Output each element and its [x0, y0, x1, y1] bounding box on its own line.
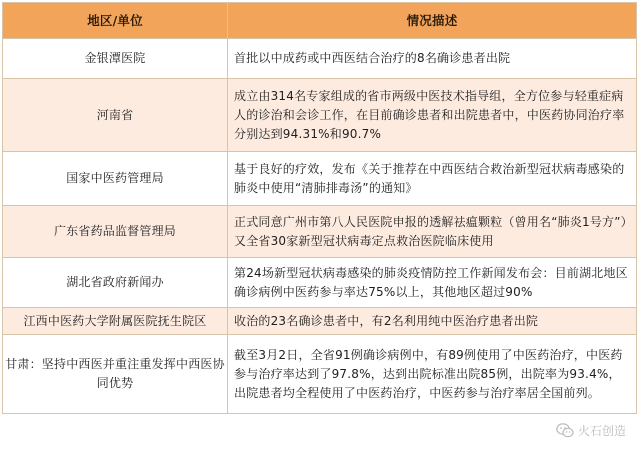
row-description: 基于良好的疗效，发布《关于推荐在中西医结合救治新型冠状病毒感染的肺炎中使用“清肺排毒汤”的通知》 — [228, 152, 637, 206]
row-region: 湖北省政府新闻办 — [3, 258, 228, 308]
table-row — [3, 39, 637, 79]
header-region: 地区/单位 — [3, 3, 228, 39]
row-description: 第24场新型冠状病毒感染的肺炎疫情防控工作新闻发布会：目前湖北地区确诊病例中医药参与率达75%以上，其他地区超过90% — [228, 258, 637, 308]
row-description: 收治的23名确诊患者中，有2名利用纯中医治疗患者出院 — [228, 308, 637, 335]
table-row — [3, 335, 637, 414]
row-region: 河南省 — [3, 79, 228, 152]
row-region: 江西中医药大学附属医院抚生院区 — [3, 308, 228, 335]
table-row — [3, 79, 637, 152]
row-description: 截至3月2日，全省91例确诊病例中，有89例使用了中医药治疗，中医药参与治疗率达到了97.8%，达到出院标准出院85例，出院率为93.4%，出院患者均全程使用了中医药治疗，中医药参与治疗率居全国前列。 — [228, 335, 637, 414]
row-description: 首批以中成药或中西医结合治疗的8名确诊患者出院 — [228, 39, 637, 79]
row-region: 甘肃：坚持中西医并重注重发挥中西医协同优势 — [3, 335, 228, 414]
row-description: 成立由314名专家组成的省市两级中医技术指导组，全方位参与轻重症病人的诊治和会诊工作，在目前确诊患者和出院患者中，中医药协同治疗率分别达到94.31%和90.7% — [228, 79, 637, 152]
table-row — [3, 206, 637, 258]
row-region: 国家中医药管理局 — [3, 152, 228, 206]
info-table — [2, 2, 637, 414]
row-description: 正式同意广州市第八人民医院申报的透解祛瘟颗粒（曾用名“肺炎1号方”）又全省30家新型冠状病毒定点救治医院临床使用 — [228, 206, 637, 258]
table-row — [3, 308, 637, 335]
watermark — [556, 422, 626, 439]
row-region: 广东省药品监督管理局 — [3, 206, 228, 258]
table-header-row — [3, 3, 637, 39]
header-description: 情况描述 — [228, 3, 637, 39]
wechat-icon — [556, 423, 574, 438]
watermark-text: 火石创造 — [577, 424, 626, 438]
table-row — [3, 152, 637, 206]
table-row — [3, 258, 637, 308]
row-region: 金银潭医院 — [3, 39, 228, 79]
